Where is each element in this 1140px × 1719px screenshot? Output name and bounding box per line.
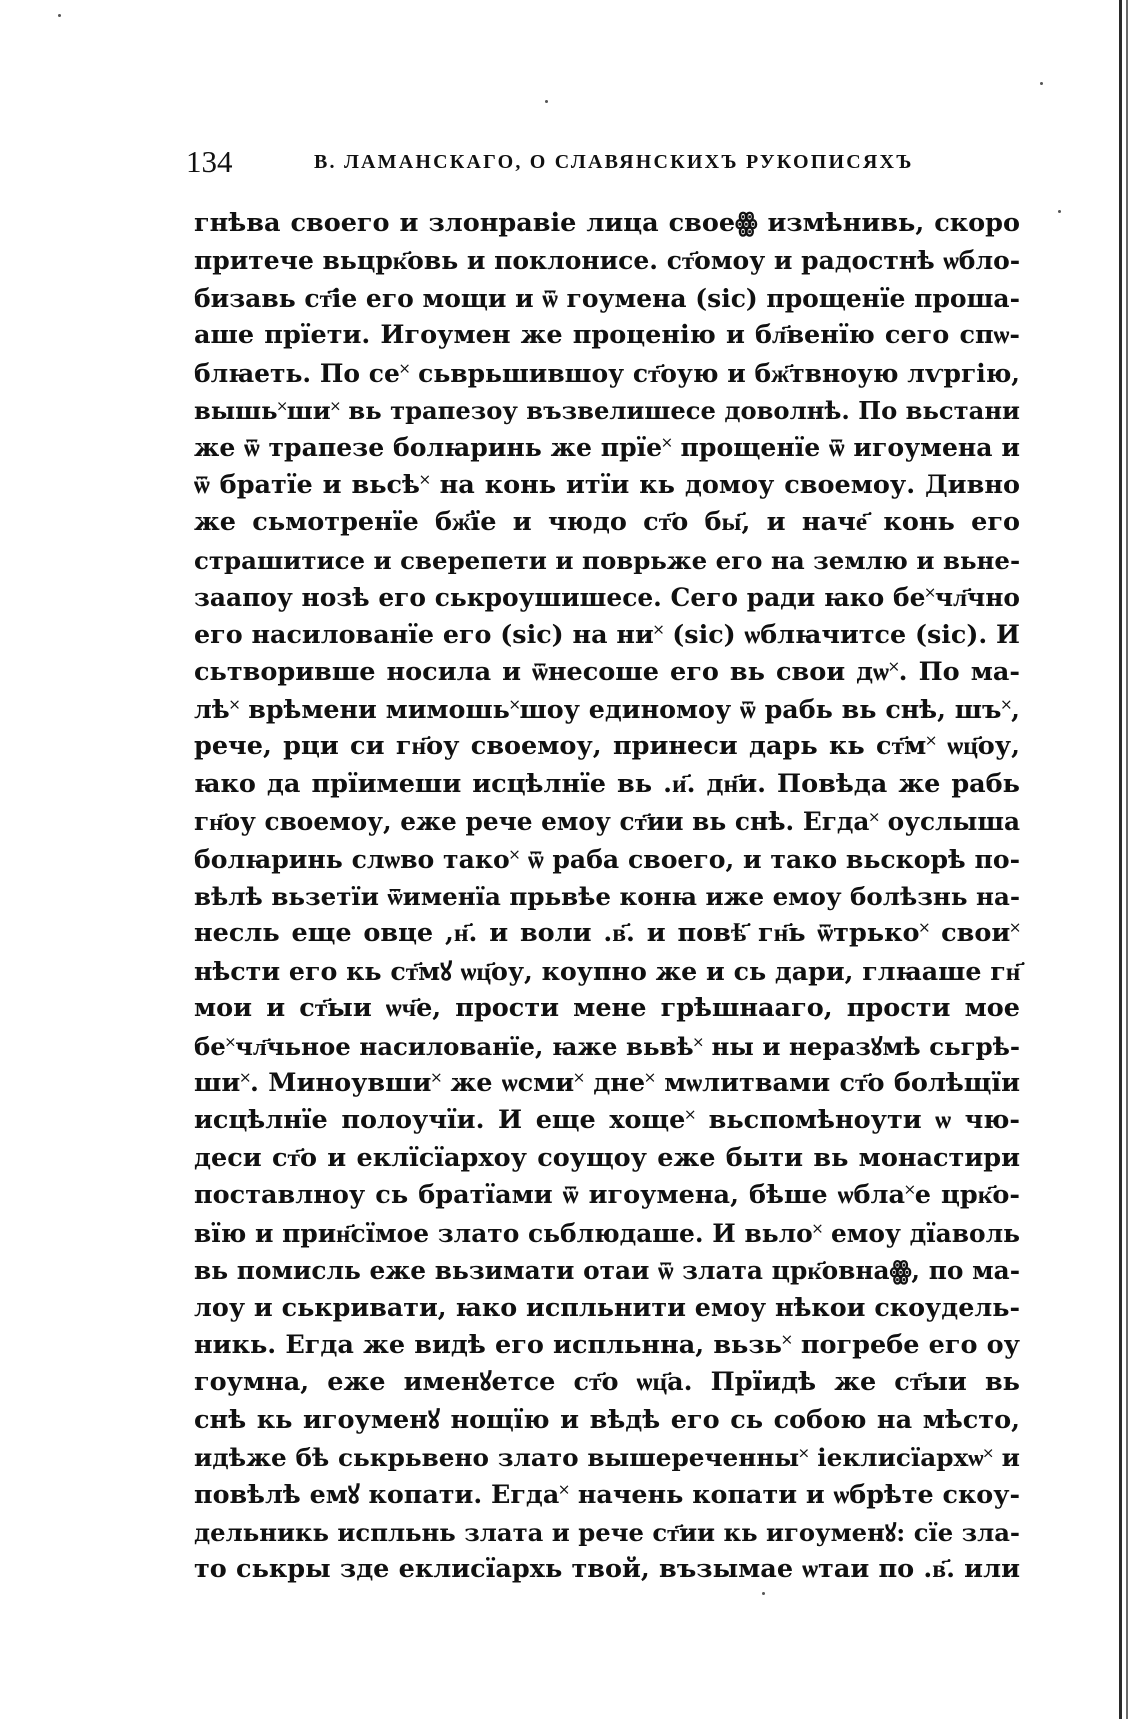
text-line: идѣже бѣ ськрьвено злато вышереченны˟ іеклисїархѡ˟ и (194, 1442, 1020, 1472)
text-line: дельникь испльнь злата и рече ст҃ии кь игоуменꙋ: сїе зла- (194, 1517, 1020, 1547)
text-line: поставлноу сь братїами ѿ игоумена, бѣше ѡбла˟е црк҃о- (194, 1180, 1020, 1211)
paper-speck (1058, 210, 1061, 213)
text-line: вїю и прин҃сїмое злато сьблюдаше. И вьло˟ емоу дїаволь (194, 1218, 1020, 1248)
text-line: лоу и ськривати, ꙗко испльнити емоу нѣкои скоудель- (194, 1292, 1020, 1323)
page-header (186, 142, 1026, 182)
text-line: гоумна, еже именꙋетсе ст҃о ѡц҃а. Прїидѣ же ст҃ыи вь (194, 1367, 1020, 1398)
text-line: деси ст҃о и еклїсїархоу соущоу еже быти вь монастири (194, 1142, 1020, 1173)
text-line: бизавь ст҃іе его мощи и ѿ гоумена (sic) прощенїе проша- (194, 283, 1020, 313)
running-head: В. ЛАМАНСКАГО, О СЛАВЯНСКИХЪ РУКОПИСЯХЪ (314, 151, 914, 173)
text-line: нѣсти его кь ст҃мꙋ ѡц҃оу, коупно же и сь дари, глꙗаше гн҃ (194, 955, 1021, 986)
body-text (194, 205, 1020, 1588)
text-line: же ѿ трапезе болꙗринь же прїе˟ прощенїе ѿ игоумена и (194, 432, 1020, 463)
paper-speck (545, 100, 548, 103)
text-line: то ськры зде еклисїархь твой, възымае ѡтаи по .в҃. или (194, 1554, 1020, 1585)
text-line: гнѣва своего и злонравіе лица своеꙮ измѣнивь, скоро (194, 208, 1020, 238)
text-line: мои и ст҃ыи ѡч҃е, прости мене грѣшнааго, прости мое (194, 993, 1020, 1024)
text-line: вѣлѣ вьзетїи ѿименїа прьвѣе конꙗ иже емоу болѣзнь на- (194, 882, 1021, 912)
text-line: рече, рци си гн҃оу своемоу, принеси дарь кь ст҃м˟ ѡц҃оу, (194, 731, 1020, 762)
text-line: ꙗко да прїимеши исцѣлнїе вь .и҃. дн҃и. Повѣда же рабь (194, 768, 1020, 799)
text-line: вышь˟ши˟ вь трапезоу възвелишесе доволнѣ. По вьстани (194, 395, 1020, 425)
text-line: сьтворивше носила и ѿнесоше его вь свои дѡ˟. По ма- (194, 656, 1020, 687)
text-line: снѣ кь игоуменꙋ нощїю и вѣдѣ его сь собою на мѣсто, (194, 1404, 1020, 1435)
text-line: исцѣлнїе полоучїи. И еще хоще˟ вьспомѣноути ѡ чю- (194, 1105, 1020, 1136)
text-line: его насилованїе его (sic) на ни˟ (sic) ѡблꙗчитсе (sic). И (194, 619, 1020, 650)
text-line: болꙗринь слѡво тако˟ ѿ раба своего, и тако вьскорѣ по- (194, 843, 1020, 874)
text-line: ши˟. Миноувши˟ же ѡсми˟ дне˟ мѡлитвами ст҃о болѣщїи (194, 1067, 1020, 1098)
text-line: ѿ братїе и вьсѣ˟ на конь итїи кь домоу своемоу. Дивно (194, 469, 1020, 500)
text-line: вь помисль еже вьзимати отаи ѿ злата црк҃овнаꙮ, по ма- (194, 1255, 1020, 1285)
text-line: лѣ˟ врѣмени мимошь˟шоу единомоу ѿ рабь вь снѣ, шъ˟, (194, 694, 1020, 725)
text-line: блꙗеть. По се˟ сьврьшившоу ст҃оую и бж҃твноую лѵргію, (194, 358, 1020, 388)
text-line: повѣлѣ емꙋ копати. Егда˟ начень копати и ѡбрѣте скоу- (194, 1479, 1020, 1510)
text-line: притече вьцрк҃овь и поклонисе. ст҃омоу и радостнѣ ѡбло- (194, 246, 1021, 276)
page-number: 134 (186, 144, 233, 179)
paper-speck (762, 1592, 765, 1595)
text-line: несль еще овце ,н҃. и воли .в҃. и повѣ҃ гн҃ь ѿтрько˟ свои˟ (194, 918, 1020, 949)
text-line: аше прїети. Игоумен же проценію и бл҃венїю сего спѡ- (194, 320, 1020, 351)
text-line: заапоу нозѣ его ськроушишесе. Сего ради ꙗко бе˟чл҃чно (194, 582, 1020, 612)
text-line: страшитисе и сверепети и поврьже его на землю и вьне- (194, 545, 1021, 575)
paper-speck (58, 14, 61, 17)
page-edge-rule (1119, 0, 1122, 1719)
paper-speck (1040, 82, 1043, 85)
text-line: гн҃оу своемоу, еже рече емоу ст҃ии вь снѣ. Егда˟ оуслыша (194, 807, 1020, 837)
text-line: бе˟чл҃чьное насилованїе, ꙗже вьвѣ˟ ны и неразꙋмѣ сьгрѣ- (194, 1031, 1020, 1061)
page-edge-rule-inner (1126, 0, 1128, 1719)
text-line: никь. Егда же видѣ его испльнна, вьзь˟ погребе его оу (194, 1329, 1020, 1360)
text-line: же сьмотренїе бж҃їе и чюдо ст҃о бы҃, и наче҃ конь его (194, 507, 1020, 538)
